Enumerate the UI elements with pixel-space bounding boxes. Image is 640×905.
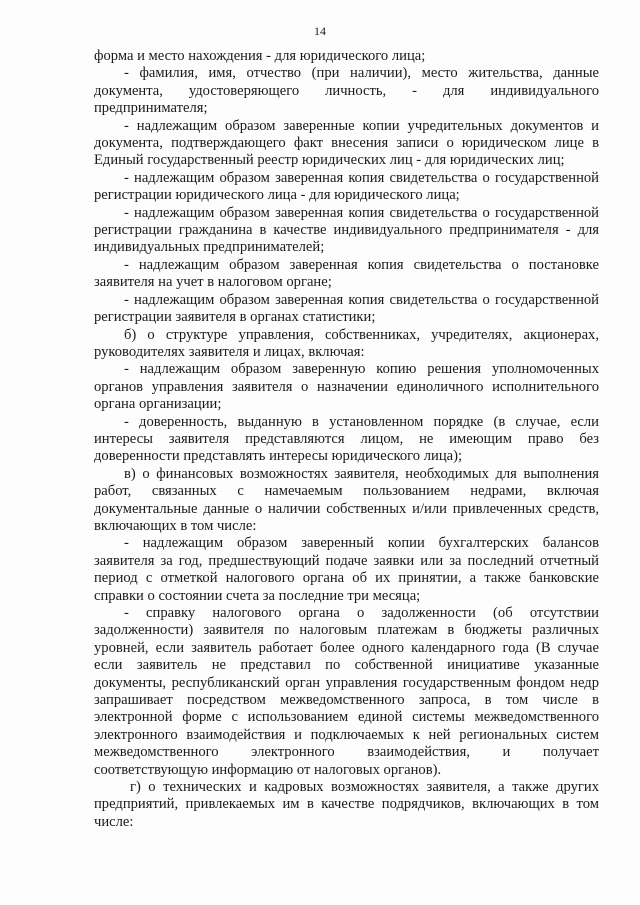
document-body [94,48,599,831]
paragraph: б) о структуре управления, собственниках, учредителях, акционерах, руководителях заявителя и лицах, включая: [94,326,599,360]
paragraph: - справку налогового органа о задолженности (об отсутствии задолженности) заявителя по налоговым платежам в бюджеты различных уровней, если заявитель работает более одного календарного года (В случае если заявитель не представил по собственной инициативе указанные документы, республиканский орган управления государственным фондом недр запрашивает посредством межведомственного запроса, в том числе в электронной форме с использованием единой системы межведомственного электронного взаимодействия и подключаемых к ней региональных систем межведомственного электронного взаимодействия, и получает соответствующую информацию от налоговых органов). [94,605,599,778]
page-number: 14 [314,24,326,38]
paragraph: - надлежащим образом заверенную копию решения уполномоченных органов управления заявителя о назначении единоличного исполнительного органа организации; [94,361,599,413]
paragraph: - надлежащим образом заверенная копия свидетельства о государственной регистрации заявителя в органах статистики; [94,291,599,326]
paragraph: - надлежащим образом заверенная копия свидетельства о государственной регистрации гражданина в качестве индивидуального предпринимателя - для индивидуальных предпринимателей; [94,204,599,256]
paragraph: - надлежащим образом заверенная копия свидетельства о государственной регистрации юридического лица - для юридического лица; [94,169,599,204]
paragraph: - доверенность, выданную в установленном порядке (в случае, если интересы заявителя представляются лицом, не имеющим право без доверенности представлять интересы юридического лица); [94,413,599,465]
paragraph: - фамилия, имя, отчество (при наличии), место жительства, данные документа, удостоверяющего личность, - для индивидуального предпринимателя; [94,65,599,117]
paragraph: - надлежащим образом заверенные копии учредительных документов и документа, подтверждающего факт внесения записи о юридическом лице в Единый государственный реестр юридических лиц - для юридических лиц; [94,117,599,169]
paragraph: - надлежащим образом заверенная копия свидетельства о постановке заявителя на учет в налоговом органе; [94,256,599,291]
paragraph: - надлежащим образом заверенный копии бухгалтерских балансов заявителя за год, предшествующий подаче заявки или за последний отчетный период с отметкой налогового органа об их принятии, а также банковские справки о состоянии счета за последние три месяца; [94,535,599,604]
paragraph: в) о финансовых возможностях заявителя, необходимых для выполнения работ, связанных с намечаемым пользованием недрами, включая документальные данные о наличии собственных и/или привлеченных средств, включающих в том числе: [94,465,599,534]
paragraph: г) о технических и кадровых возможностях заявителя, а также других предприятий, привлекаемых им в качестве подрядчиков, включающих в том числе: [94,779,599,830]
paragraph: форма и место нахождения - для юридического лица; [94,48,426,64]
